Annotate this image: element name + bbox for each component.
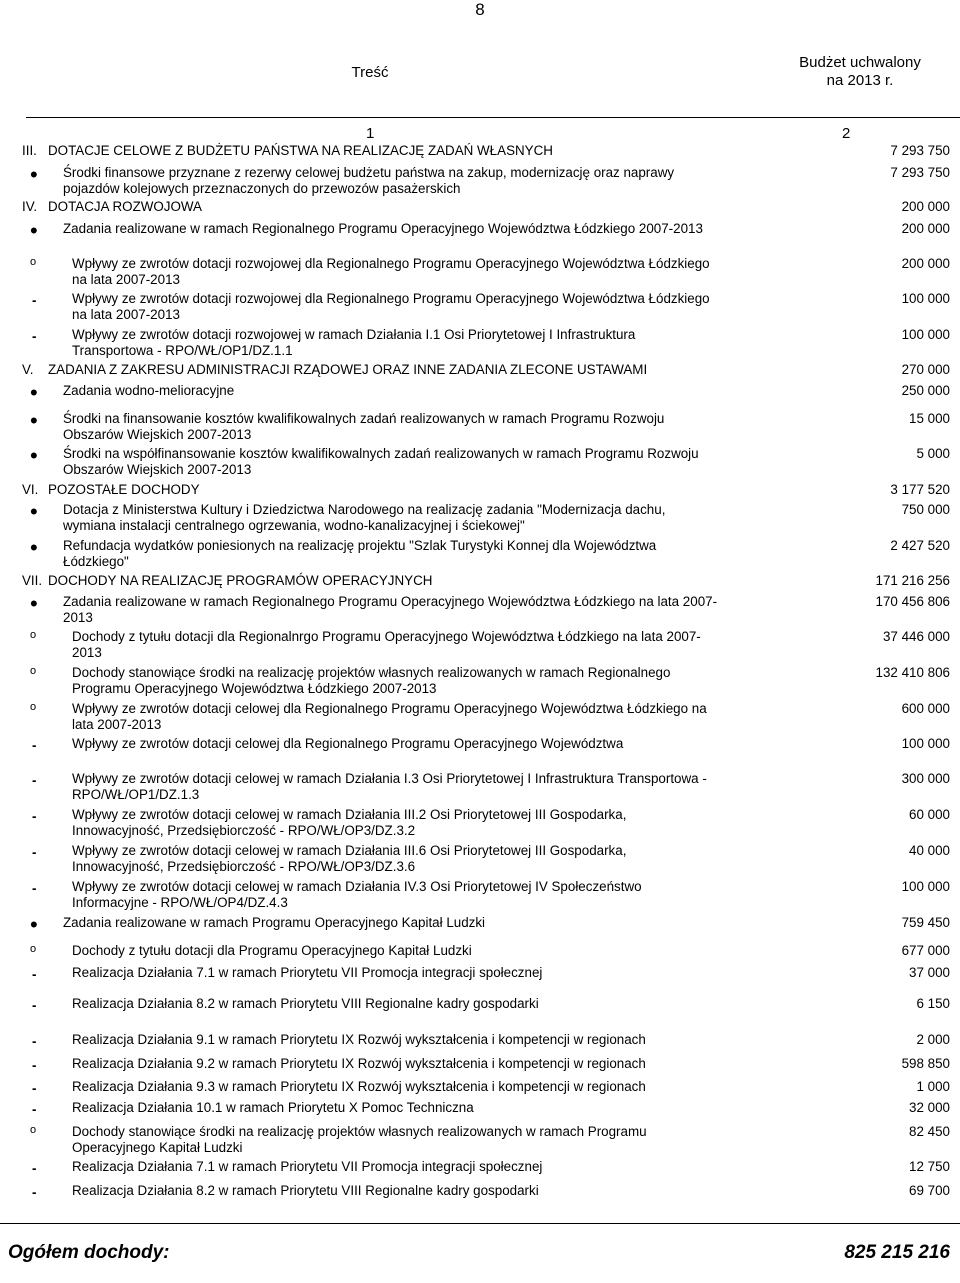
dash-marker-icon: - — [32, 845, 37, 860]
row-amount: 2 427 520 — [890, 538, 950, 553]
dash-marker-icon: - — [32, 1034, 37, 1049]
column-number-1: 1 — [366, 125, 375, 142]
row-amount: 15 000 — [909, 411, 950, 426]
row-description: Wpływy ze zwrotów dotacji rozwojowej dla Regionalnego Programu Operacyjnego Województwa Łódzkiego na lata 2007-2013 — [72, 256, 710, 287]
total-label: Ogółem dochody: — [8, 1242, 170, 1263]
row-amount: 60 000 — [909, 807, 950, 822]
circle-marker-icon: o — [30, 256, 37, 268]
dash-marker-icon: - — [32, 1102, 37, 1117]
column-header-description: Treść — [351, 64, 389, 81]
row-amount: 100 000 — [901, 327, 950, 342]
dash-marker-icon: - — [32, 1185, 37, 1200]
bullet-marker-icon: • — [30, 443, 38, 468]
row-amount: 40 000 — [909, 843, 950, 858]
dash-marker-icon: - — [32, 293, 37, 308]
row-amount: 6 150 — [916, 996, 950, 1011]
row-description: POZOSTAŁE DOCHODY — [48, 482, 200, 497]
row-amount: 37 446 000 — [882, 629, 950, 644]
bullet-marker-icon: • — [30, 591, 38, 616]
dash-marker-icon: - — [32, 1058, 37, 1073]
row-description: Dochody stanowiące środki na realizację projektów własnych realizowanych w ramach Regionalnego Programu Operacyjnego Województwa Łódzkiego 2007-2013 — [72, 665, 671, 696]
row-description: Zadania realizowane w ramach Programu Operacyjnego Kapitał Ludzki — [63, 915, 486, 930]
dash-marker-icon: - — [32, 1081, 37, 1096]
row-amount: 32 000 — [909, 1100, 950, 1115]
row-description: Refundacja wydatków poniesionych na realizację projektu "Szlak Turystyki Konnej dla Województwa Łódzkiego" — [63, 538, 657, 569]
column-number-2: 2 — [842, 125, 851, 142]
row-amount: 5 000 — [916, 446, 950, 461]
row-description: Realizacja Działania 9.3 w ramach Priorytetu IX Rozwój wykształcenia i kompetencji w regionach — [72, 1079, 646, 1094]
bullet-marker-icon: • — [30, 912, 38, 937]
page-number: 8 — [475, 0, 485, 19]
dash-marker-icon: - — [32, 1161, 37, 1176]
row-description: Środki finansowe przyznane z rezerwy celowej budżetu państwa na zakup, modernizację oraz naprawy pojazdów kolejowych przeznaczonych do przewozów pasażerskich — [63, 165, 675, 196]
dash-marker-icon: - — [32, 329, 37, 344]
row-amount: 12 750 — [909, 1159, 950, 1174]
row-amount: 100 000 — [901, 736, 950, 751]
row-description: Wpływy ze zwrotów dotacji celowej w ramach Działania IV.3 Osi Priorytetowej IV Społeczeństwo Informacyjne - RPO/WŁ/OP4/DZ.4.3 — [72, 879, 642, 910]
dash-marker-icon: - — [32, 809, 37, 824]
row-amount: 598 850 — [901, 1056, 950, 1071]
circle-marker-icon: o — [30, 943, 37, 955]
row-amount: 170 456 806 — [875, 594, 950, 609]
circle-marker-icon: o — [30, 665, 37, 677]
row-amount: 100 000 — [901, 879, 950, 894]
row-amount: 677 000 — [901, 943, 950, 958]
column-header-amount-line1: Budżet uchwalony — [799, 54, 921, 71]
row-description: Dochody z tytułu dotacji dla Programu Operacyjnego Kapitał Ludzki — [72, 943, 472, 958]
row-amount: 600 000 — [901, 701, 950, 716]
row-description: Zadania realizowane w ramach Regionalnego Programu Operacyjnego Województwa Łódzkiego na lata 2007-2013 — [63, 594, 718, 625]
row-amount: 171 216 256 — [875, 573, 950, 588]
row-description: Realizacja Działania 7.1 w ramach Priorytetu VII Promocja integracji społecznej — [72, 1159, 543, 1174]
row-description: DOTACJE CELOWE Z BUDŻETU PAŃSTWA NA REALIZACJĘ ZADAŃ WŁASNYCH — [48, 143, 553, 158]
row-amount: 200 000 — [901, 199, 950, 214]
column-header-amount-line2: na 2013 r. — [826, 72, 894, 89]
dash-marker-icon: - — [32, 967, 37, 982]
bullet-marker-icon: • — [30, 408, 38, 433]
row-amount: 82 450 — [909, 1124, 950, 1139]
row-description: Realizacja Działania 8.2 w ramach Priorytetu VIII Regionalne kadry gospodarki — [72, 1183, 539, 1198]
row-amount: 750 000 — [901, 502, 950, 517]
row-description: Realizacja Działania 9.2 w ramach Priorytetu IX Rozwój wykształcenia i kompetencji w regionach — [72, 1056, 646, 1071]
row-description: Wpływy ze zwrotów dotacji celowej dla Regionalnego Programu Operacyjnego Województwa Łódzkiego na lata 2007-2013 — [72, 701, 707, 732]
row-amount: 7 293 750 — [890, 143, 950, 158]
total-value: 825 215 216 — [844, 1242, 950, 1263]
bullet-marker-icon: • — [30, 218, 38, 243]
row-description: Realizacja Działania 10.1 w ramach Priorytetu X Pomoc Techniczna — [72, 1100, 474, 1115]
row-amount: 250 000 — [901, 383, 950, 398]
section-number: V. — [22, 362, 34, 377]
row-amount: 759 450 — [901, 915, 950, 930]
section-number: VII. — [22, 573, 43, 588]
row-amount: 100 000 — [901, 291, 950, 306]
row-amount: 200 000 — [901, 256, 950, 271]
dash-marker-icon: - — [32, 773, 37, 788]
dash-marker-icon: - — [32, 738, 37, 753]
circle-marker-icon: o — [30, 1124, 37, 1136]
row-amount: 7 293 750 — [890, 165, 950, 180]
row-description: Dotacja z Ministerstwa Kultury i Dziedzictwa Narodowego na realizację zadania "Modernizacja dachu, wymiana instalacji centralnego ogrzewania, wodno-kanalizacyjnej i ściekowej" — [63, 502, 666, 533]
row-description: Środki na współfinansowanie kosztów kwalifikowalnych zadań realizowanych w ramach Programu Rozwoju Obszarów Wiejskich 2007-2013 — [63, 446, 699, 477]
row-description: Wpływy ze zwrotów dotacji celowej w ramach Działania I.3 Osi Priorytetowej I Infrastruktura Transportowa - RPO/WŁ/OP1/DZ.1.3 — [72, 771, 707, 802]
row-amount: 300 000 — [901, 771, 950, 786]
section-number: IV. — [22, 199, 38, 214]
header-divider — [26, 117, 960, 118]
row-description: Wpływy ze zwrotów dotacji rozwojowej w ramach Działania I.1 Osi Priorytetowej I Infrastruktura Transportowa - RPO/WŁ/OP1/DZ.1.1 — [72, 327, 636, 358]
column-header-amount — [770, 54, 950, 90]
row-amount: 2 000 — [916, 1032, 950, 1047]
section-number: III. — [22, 143, 37, 158]
row-description: Środki na finansowanie kosztów kwalifikowalnych zadań realizowanych w ramach Programu Rozwoju Obszarów Wiejskich 2007-2013 — [63, 411, 665, 442]
row-amount: 200 000 — [901, 221, 950, 236]
section-number: VI. — [22, 482, 39, 497]
row-description: Realizacja Działania 9.1 w ramach Priorytetu IX Rozwój wykształcenia i kompetencji w regionach — [72, 1032, 646, 1047]
row-description: Zadania realizowane w ramach Regionalnego Programu Operacyjnego Województwa Łódzkiego 2007-2013 — [63, 221, 703, 236]
row-description: Dochody stanowiące środki na realizację projektów własnych realizowanych w ramach Programu Operacyjnego Kapitał Ludzki — [72, 1124, 647, 1155]
row-amount: 69 700 — [909, 1183, 950, 1198]
row-description: Wpływy ze zwrotów dotacji celowej w ramach Działania III.6 Osi Priorytetowej III Gospodarka, Innowacyjność, Przedsiębiorczość - RPO/WŁ/OP3/DZ.3.6 — [72, 843, 627, 874]
bullet-marker-icon: • — [30, 499, 38, 524]
row-description: Zadania wodno-melioracyjne — [63, 383, 235, 398]
footer-divider — [0, 1223, 960, 1224]
row-description: Wpływy ze zwrotów dotacji celowej w ramach Działania III.2 Osi Priorytetowej III Gospodarka, Innowacyjność, Przedsiębiorczość - RPO/WŁ/OP3/DZ.3.2 — [72, 807, 627, 838]
circle-marker-icon: o — [30, 701, 37, 713]
row-description: Realizacja Działania 7.1 w ramach Priorytetu VII Promocja integracji społecznej — [72, 965, 543, 980]
row-amount: 132 410 806 — [875, 665, 950, 680]
bullet-marker-icon: • — [30, 535, 38, 560]
bullet-marker-icon: • — [30, 380, 38, 405]
row-description: Realizacja Działania 8.2 w ramach Priorytetu VIII Regionalne kadry gospodarki — [72, 996, 539, 1011]
row-amount: 37 000 — [909, 965, 950, 980]
bullet-marker-icon: • — [30, 162, 38, 187]
row-description: DOCHODY NA REALIZACJĘ PROGRAMÓW OPERACYJNYCH — [48, 573, 433, 588]
row-amount: 3 177 520 — [890, 482, 950, 497]
row-description: Wpływy ze zwrotów dotacji celowej dla Regionalnego Programu Operacyjnego Województwa — [72, 736, 624, 751]
row-description: DOTACJA ROZWOJOWA — [48, 199, 202, 214]
row-description: Dochody z tytułu dotacji dla Regionalnrgo Programu Operacyjnego Województwa Łódzkiego na lata 2007-2013 — [72, 629, 701, 660]
dash-marker-icon: - — [32, 881, 37, 896]
circle-marker-icon: o — [30, 629, 37, 641]
row-description: Wpływy ze zwrotów dotacji rozwojowej dla Regionalnego Programu Operacyjnego Województwa Łódzkiego na lata 2007-2013 — [72, 291, 710, 322]
dash-marker-icon: - — [32, 998, 37, 1013]
row-amount: 270 000 — [901, 362, 950, 377]
row-amount: 1 000 — [916, 1079, 950, 1094]
row-description: ZADANIA Z ZAKRESU ADMINISTRACJI RZĄDOWEJ ORAZ INNE ZADANIA ZLECONE USTAWAMI — [48, 362, 648, 377]
